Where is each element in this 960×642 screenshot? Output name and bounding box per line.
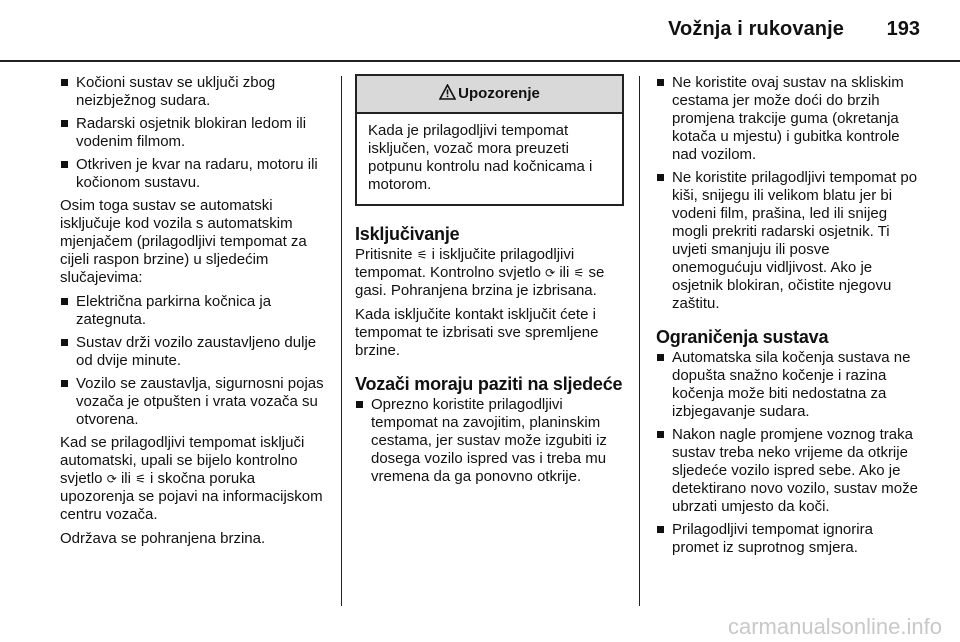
paragraph: Kad se prilagodljivi tempomat isključi automatski, upali se bijelo kontrolno svjetlo ⟳ ili ⚟ i skočna poruka upozorenja se pojavi na informacijskom centru vozača. — [60, 434, 323, 523]
page-number: 193 — [886, 18, 920, 40]
warning-title: Upozorenje — [458, 85, 540, 102]
paragraph: Pritisnite ⚟ i isključite prilagodljivi tempomat. Kontrolno svjetlo ⟳ ili ⚟ se gasi. Pohranjena brzina je izbrisana. — [355, 246, 605, 299]
bullet — [657, 354, 664, 361]
list-item: Automatska sila kočenja sustava ne dopušta snažno kočenje i razina kočenja može biti nedostatna za izbjegavanje sudara. — [656, 349, 922, 421]
cruise-control-indicator-icon: ⟳ — [106, 472, 117, 486]
paragraph: Kada isključite kontakt isključit ćete i tempomat te izbrisati sve spremljene brzine. — [355, 306, 599, 359]
system-limits-list — [656, 349, 922, 557]
warning-box — [355, 74, 624, 206]
paragraph: Održava se pohranjena brzina. — [60, 530, 266, 547]
adaptive-cruise-icon: ⚟ — [135, 472, 146, 486]
list-item: Električna parkirna kočnica ja zategnuta. — [60, 293, 330, 329]
list-item: Kočioni sustav se uključi zbog neizbježnog sudara. — [60, 74, 330, 110]
usage-warnings-list — [656, 74, 922, 313]
warning-body: Kada je prilagodljivi tempomat isključen, vozač mora preuzeti potpunu kontrolu nad kočnicama i motorom. — [368, 122, 593, 193]
column-2 — [355, 74, 625, 491]
column-divider-1 — [341, 76, 342, 606]
adaptive-cruise-button-icon: ⚟ — [416, 248, 428, 262]
bullet — [61, 120, 68, 127]
list-item: Sustav drži vozilo zaustavljeno dulje od dvije minute. — [60, 334, 330, 370]
column-divider-2 — [639, 76, 640, 606]
column-3 — [656, 74, 922, 562]
bullet — [61, 161, 68, 168]
watermark: carmanualsonline.info — [727, 614, 942, 639]
list-item: Otkriven je kvar na radaru, motoru ili kočionom sustavu. — [60, 156, 330, 192]
bullet — [657, 174, 664, 181]
warning-triangle-icon — [439, 84, 456, 105]
page-header — [0, 0, 960, 58]
section-heading-iskljucivanje: Isključivanje — [355, 224, 460, 244]
warning-header — [357, 76, 622, 114]
bullet — [61, 79, 68, 86]
driver-caution-list — [355, 396, 625, 486]
bullet — [657, 526, 664, 533]
shutdown-conditions-list — [60, 74, 330, 192]
list-item: Ne koristite ovaj sustav na skliskim cestama jer može doći do brzih promjena trakcije guma (okretanja kotača u mjestu) i gubitka kontrole nad vozilom. — [656, 74, 922, 164]
section-heading-vozaci: Vozači moraju paziti na sljedeće — [355, 374, 623, 394]
paragraph: Osim toga sustav se automatski isključuje kod vozila s automatskim mjenjačem (prilagodljivi tempomat za cijeli raspon brzine) u sljedećim slučajevima: — [60, 197, 307, 286]
bullet — [657, 431, 664, 438]
cruise-control-indicator-icon: ⟳ — [545, 266, 556, 280]
adaptive-cruise-icon: ⚟ — [573, 266, 585, 280]
list-item: Radarski osjetnik blokiran ledom ili vodenim filmom. — [60, 115, 330, 151]
bullet — [61, 298, 68, 305]
bullet — [61, 339, 68, 346]
list-item: Ne koristite prilagodljivi tempomat po kiši, snijegu ili velikom blatu jer bi vodeni film, prašina, led ili snijeg mogli prekriti radarski osjetnik. Ti uvjeti smanjuju ili posve onemogućuju vidljivost. Ako je osjetnik blokiran, očistite njegovu zaštitu. — [656, 169, 922, 313]
bullet — [61, 380, 68, 387]
list-item: Nakon nagle promjene voznog traka sustav treba neko vrijeme da otkrije sljedeće vozilo ispred sebe. Ako je detektirano novo vozilo, sustav može ubrzati umjesto da koči. — [656, 426, 922, 516]
header-rule — [0, 60, 960, 62]
chapter-title: Vožnja i rukovanje — [668, 18, 844, 40]
list-item: Prilagodljivi tempomat ignorira promet iz suprotnog smjera. — [656, 521, 922, 557]
section-heading-ogranicenja: Ograničenja sustava — [656, 327, 829, 347]
list-item: Vozilo se zaustavlja, sigurnosni pojas vozača je otpušten i vrata vozača su otvorena. — [60, 375, 330, 429]
automatic-transmission-list — [60, 293, 330, 429]
column-1 — [60, 74, 330, 554]
list-item: Oprezno koristite prilagodljivi tempomat na zavojitim, planinskim cestama, jer sustav može izgubiti iz dosega vozilo ispred vas i treba mu vremena da ga ponovno otkrije. — [355, 396, 625, 486]
bullet — [356, 401, 363, 408]
bullet — [657, 79, 664, 86]
